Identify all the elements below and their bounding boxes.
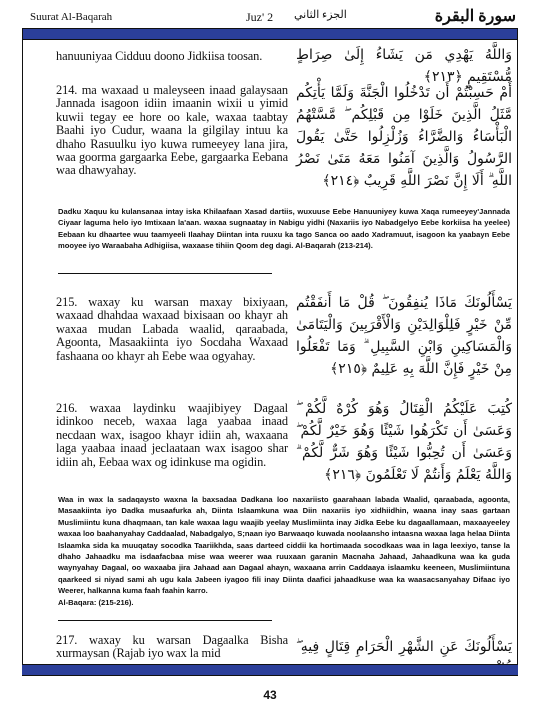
commentary-213-214: Dadku Xaquu ku kulansanaa intay iska Khilaafaan Xasad dartiis, wuxuuse Eebe Hanuuniyey kuwa Xaqa rumeeyey'Jannada Ciyaar laguma helo iyo Imtixaan la'aan. waxaa sugnaatay in Nabigu yidhi (Naxariis iyo Nabadgelyo Eebe korkiisa ha yeelee) Eebaan ku dhaartee wuu taamyeeli Ilaahay Diintan inta ruuxu ka tago Sanca oo aado Xadramuut, isagoon ka yaabayn Eebe mooyee iyo Waraabaha Adhigiisa, waxaase tihiin Qoom deg dagi. Al-Baqarah (213-214). — [58, 207, 510, 251]
arabic-verse-215: يَسْأَلُونَكَ مَاذَا يُنفِقُونَ ۖ قُلْ مَا أَنفَقْتُم مِّنْ خَيْرٍ فَلِلْوَالِدَيْنِ وَالْأَقْرَبِينَ وَالْيَتَامَىٰ وَالْمَسَاكِينِ وَابْنِ السَّبِيلِ ۗ وَمَا تَفْعَلُوا مِنْ خَيْرٍ فَإِنَّ اللَّهَ بِهِ عَلِيمٌ ﴿٢١٥﴾ — [296, 295, 512, 377]
translation-213-end: hanuuniyaa Cidduu doono Jidkiisa toosan. — [56, 49, 263, 63]
translation-verse-215: 215. waxay ku warsan maxay bixiyaan, waxaad dhahdaa waxaad bixisaan oo khayr ah waxaa mudan Labada waalid, qaraabada, Agoonta, Masaakiinta iyo Socdaha Waxaad fashaana oo khayr ah Eebe waa ogyahay. — [56, 295, 288, 363]
arabic-verse-214: أَمْ حَسِبْتُمْ أَن تَدْخُلُوا الْجَنَّةَ وَلَمَّا يَأْتِكُم مَّثَلُ الَّذِينَ خَلَوْا مِن قَبْلِكُم ۖ مَّسَّتْهُمُ الْبَأْسَاءُ وَالضَّرَّاءُ وَزُلْزِلُوا حَتَّىٰ يَقُولَ الرَّسُولُ وَالَّذِينَ آمَنُوا مَعَهُ مَتَىٰ نَصْرُ اللَّهِ ۗ أَلَا إِنَّ نَصْرَ اللَّهِ قَرِيبٌ ﴿٢١٤﴾ — [296, 85, 512, 189]
translation-verse-216: 216. waxaa laydinku waajibiyey Dagaal idinkoo neceb, waxaa laga yaabaa inaad necdaan wax, isagoo khayr idiin ah, waxaana laga yaabaa inaad jeclaataan wax isagoo shar idiin ah, Eebaa wax og idinkuse ma ogidin. — [56, 401, 288, 469]
commentary-215-216-ref: Al-Baqara: (215-216). — [58, 597, 134, 607]
sura-arabic-title: سورة البقرة — [434, 8, 516, 25]
juz-label: Juz' 2 — [246, 10, 274, 24]
juz-arabic-label: الجزء الثاني — [294, 9, 347, 21]
page-number: 43 — [263, 688, 277, 702]
page-header — [22, 6, 518, 26]
translation-verse-214: 214. ma waxaad u maleyseen inaad galaysaan Jannada isagoon idiin imaanin wixii u yimid kuwii tegay ee hore oo kale, waxaa taabtay Baahi iyo Cudur, waana la gilgilay intuu ka dhaho Rasuulku iyo kuwa rumeeyey lana jira, waa goorma gargaarka Eebe, gargaarka Eebana waa dhawyahay. — [56, 83, 288, 178]
frame-left-line — [22, 28, 23, 674]
arabic-verse-217: يَسْأَلُونَكَ عَنِ الشَّهْرِ الْحَرَامِ قِتَالٍ فِيهِ ۖ — [296, 639, 512, 655]
sura-title: Suurat Al-Baqarah — [30, 11, 113, 23]
arabic-verse-216: كُتِبَ عَلَيْكُمُ الْقِتَالُ وَهُوَ كُرْهٌ لَّكُمْ ۖ وَعَسَىٰ أَن تَكْرَهُوا شَيْئًا وَهُوَ خَيْرٌ لَّكُمْ ۖ وَعَسَىٰ أَن تُحِبُّوا شَيْئًا وَهُوَ شَرٌّ لَّكُمْ ۗ وَاللَّهُ يَعْلَمُ وَأَنتُمْ لَا تَعْلَمُونَ ﴿٢١٦﴾ — [296, 401, 512, 483]
section-divider — [58, 273, 272, 274]
section-divider-2 — [58, 620, 272, 621]
commentary-215-216-text: Waa in wax la sadaqaysto waxna la baxsadaa Dadkana loo naxariisto gaarahaan labada Waalid, qaraabada, agoonta, Masaakiinta iyo Dadka musaafurka ah, Diinta Islaamkuna waa Diin naxariis iyo xidhiidhin, waana inay saas gartaan Muslimiintu kuna dhaqmaan, tan kale waxaa lagu waajib yeelay Muslimiinta inay Jidka Eebe ku dagaallamaan, maxaayeeley waxaa loo baahanyahay Caddaalad, Nabadgalyo, S;naan iyo Barwaaqo kuwada noolaansho intaasna waxaa laga helaa Diinta Islaamka sida ka muuqatay socodka Taariikhda, saas darteed ciddii ka hortimaada socodkaas waa in laga leexiyo, tanse la dhaho Jahaadku ma isdaafacbaa mise waa weerer waa ruuxaan garanin Macnaha Jahaad, Jahaadkuna waa ka guda waynyahay Dagaal, oo waxaaba jira Jahaad aan Dagaal ahayn, waxaana arrin Caddaaya islaamku keeneen, Muslimiintuna qaarkeed si niyad sami ah ugu kala Jabeen iyagoo fili inay Diinta daafici jahaadkuse waa ka waasacsanyahay Difaac iyo Weerer, halkanna kuma faah faahin karro. — [58, 495, 510, 596]
top-decorative-band — [22, 28, 518, 40]
commentary-215-216 — [58, 494, 510, 608]
frame-right-line — [517, 28, 518, 674]
translation-verse-217: 217. waxay ku warsan Dagaalka Bisha xurmaysan (Rajab iyo wax la mid — [56, 633, 288, 661]
bottom-decorative-band — [22, 664, 518, 676]
arabic-verse-213-end: وَاللَّهُ يَهْدِي مَن يَشَاءُ إِلَىٰ صِرَاطٍ مُّسْتَقِيمٍ ﴿٢١٣﴾ — [296, 47, 512, 85]
